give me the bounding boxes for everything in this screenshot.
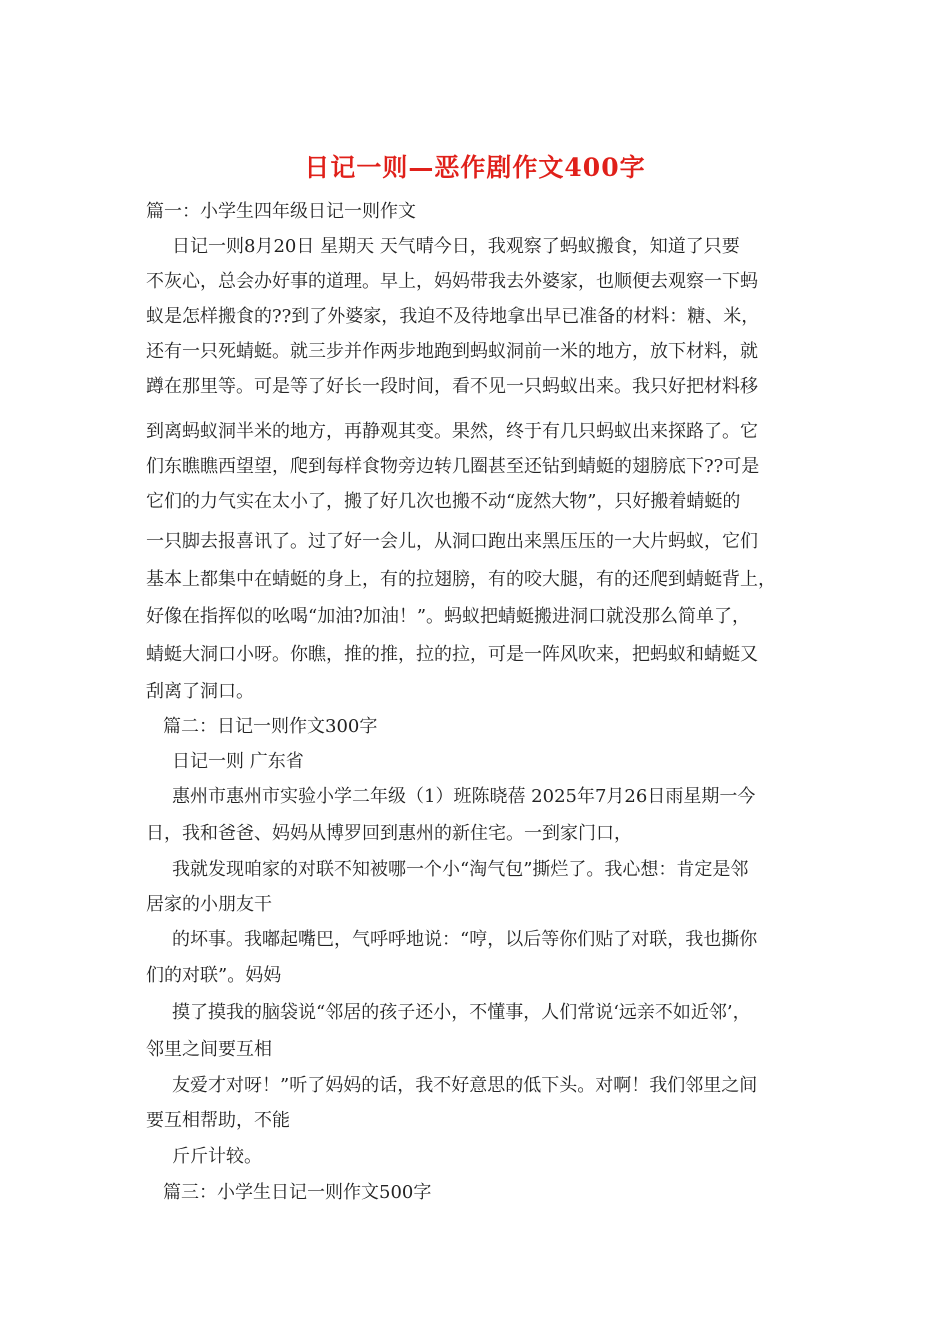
paragraph-line: 到离蚂蚁洞半米的地方，再静观其变。果然，终于有几只蚂蚁出来探路了。它 [146, 421, 758, 442]
paragraph-line: 一只脚去报喜讯了。过了好一会儿，从洞口跑出来黑压压的一大片蚂蚁，它们 [146, 531, 758, 552]
paragraph-line: 要互相帮助，不能 [146, 1110, 290, 1131]
paragraph-line: 居家的小朋友干 [146, 894, 272, 915]
paragraph-line: 我就发现咱家的对联不知被哪一个小“淘气包”撕烂了。我心想：肯定是邻 [172, 859, 749, 880]
paragraph-line: 摸了摸我的脑袋说“邻居的孩子还小，不懂事，人们常说‘远亲不如近邻’， [172, 1002, 751, 1023]
paragraph-line: 好像在指挥似的吆喝“加油?加油！”。蚂蚁把蜻蜓搬进洞口就没那么简单了， [146, 606, 751, 627]
paragraph-line: 蜻蜓大洞口小呀。你瞧，推的推，拉的拉，可是一阵风吹来，把蚂蚁和蜻蜓又 [146, 644, 758, 665]
paragraph-line: 日，我和爸爸、妈妈从博罗回到惠州的新住宅。一到家门口， [146, 823, 632, 844]
paragraph-line: 们东瞧瞧西望望，爬到每样食物旁边转几圈甚至还钻到蜻蜓的翅膀底下??可是 [146, 456, 760, 477]
paragraph-line: 邻里之间要互相 [146, 1039, 272, 1060]
paragraph-line: 不灰心，总会办好事的道理。早上，妈妈带我去外婆家，也顺便去观察一下蚂 [146, 271, 758, 292]
document-title: 日记一则—恶作剧作文400字 [304, 153, 646, 182]
paragraph-line: 斤斤计较。 [172, 1146, 262, 1167]
paragraph-line: 蹲在那里等。可是等了好长一段时间，看不见一只蚂蚁出来。我只好把材料移 [146, 376, 758, 397]
paragraph-line: 的坏事。我嘟起嘴巴，气呼呼地说：“哼，以后等你们贴了对联，我也撕你 [172, 929, 758, 950]
section-heading-2: 篇二：日记一则作文300字 [163, 716, 378, 737]
paragraph-line: 基本上都集中在蜻蜓的身上，有的拉翅膀，有的咬大腿，有的还爬到蜻蜓背上， [146, 569, 776, 590]
section-heading-1: 篇一：小学生四年级日记一则作文 [146, 201, 416, 222]
paragraph-line: 惠州市惠州市实验小学二年级（1）班陈晓蓓 2025年7月26日雨星期一今 [172, 786, 756, 807]
paragraph-line: 刮离了洞口。 [146, 681, 254, 702]
paragraph-line: 日记一则8月20日 星期天 天气晴今日，我观察了蚂蚁搬食，知道了只要 [172, 236, 740, 257]
section-heading-3: 篇三：小学生日记一则作文500字 [163, 1182, 432, 1203]
paragraph-line: 友爱才对呀！”听了妈妈的话，我不好意思的低下头。对啊！我们邻里之间 [172, 1075, 758, 1096]
paragraph-line: 日记一则 广东省 [172, 751, 304, 772]
paragraph-line: 它们的力气实在太小了，搬了好几次也搬不动“庞然大物”，只好搬着蜻蜓的 [146, 491, 741, 512]
paragraph-line: 们的对联”。妈妈 [146, 965, 282, 986]
paragraph-line: 蚁是怎样搬食的??到了外婆家，我迫不及待地拿出早已准备的材料：糖、米， [146, 306, 760, 327]
paragraph-line: 还有一只死蜻蜓。就三步并作两步地跑到蚂蚁洞前一米的地方，放下材料，就 [146, 341, 758, 362]
